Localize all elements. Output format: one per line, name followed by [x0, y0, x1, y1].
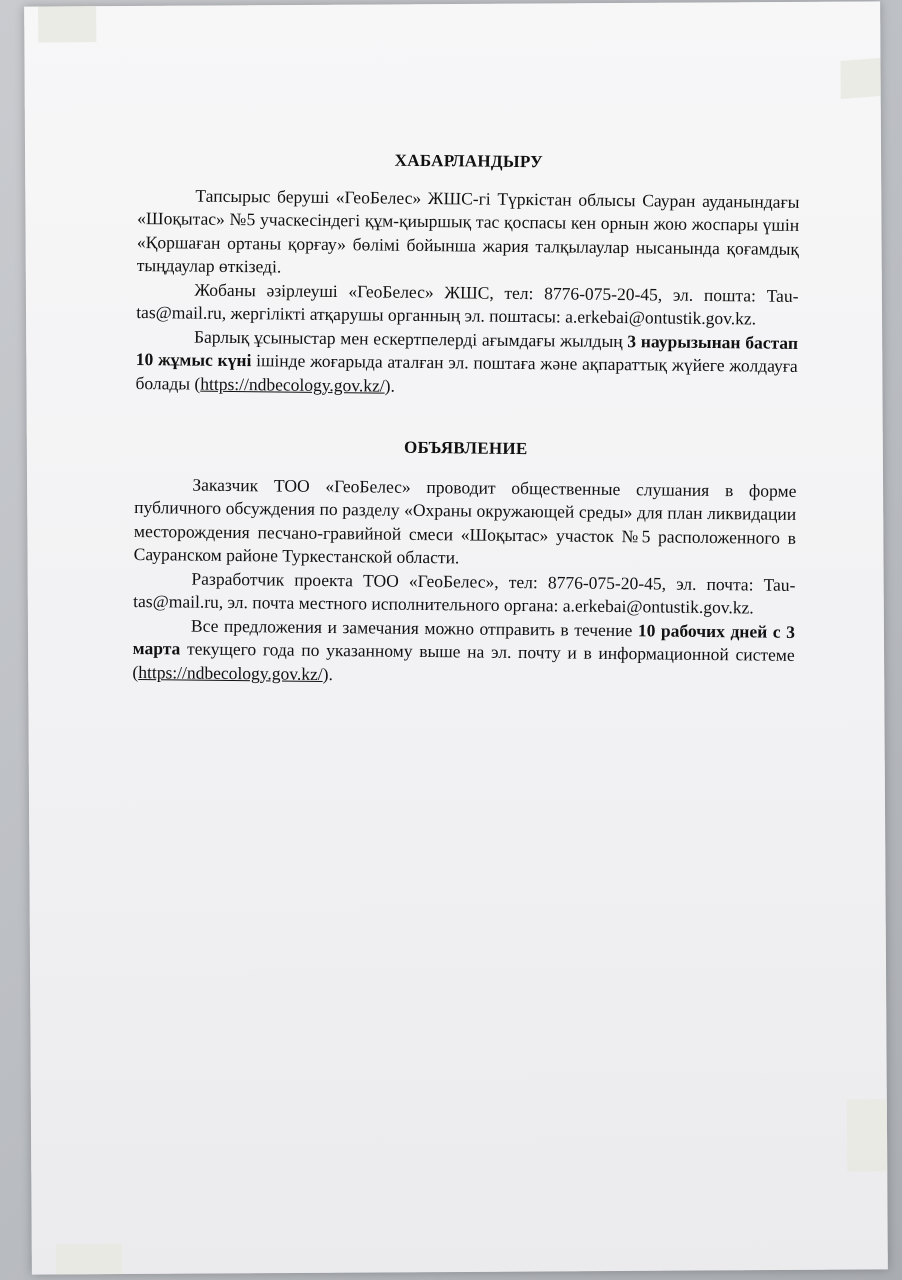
notice-content	[132, 146, 800, 691]
tape-bottom-left	[56, 1244, 122, 1274]
ru-p3-start: Все предложения и замечания можно отправить в течение	[190, 615, 639, 640]
kz-paragraph-3	[135, 324, 798, 401]
ru-heading: ОБЪЯВЛЕНИЕ	[403, 437, 528, 459]
ru-ecology-link[interactable]: https://ndbecology.gov.kz/	[138, 661, 323, 684]
ru-p3-mid: текущего года по указанному выше на эл. почту и в информационной системе (	[132, 638, 795, 682]
kz-ecology-link[interactable]: https://ndbecology.gov.kz/	[200, 373, 385, 396]
kz-paragraph-1: Тапсырыс беруші «ГеоБелес» ЖШС-гі Түркістан облысы Сауран ауданындағы «Шоқытас» №5 учаскесіндегі құм-қиыршық тас қоспасы кен орнын жою жоспары үшін «Қоршаған ортаны қорғау» бөлімі бойынша жария талқылаулар нысанында қоғамдық тыңдаулар өткізеді.	[136, 185, 800, 277]
kz-p3-end: ).	[384, 375, 395, 396]
tape-top-right	[840, 58, 880, 99]
ru-paragraph-2: Разработчик проекта ТОО «ГеоБелес», тел: 8776-075-20-45, эл. почта: Tau-tas@mail.ru, эл. почта местного исполнительного органа: a.erkebai@ontustik.gov.kz.	[133, 568, 796, 618]
kz-paragraph-2: Жобаны әзірлеуші «ГеоБелес» ЖШС, тел: 8776-075-20-45, эл. пошта: Tau-tas@mail.ru, жергілікті атқарушы органның эл. поштасы: a.erkebai@ontustik.gov.kz.	[136, 279, 799, 329]
ru-p3-end: ).	[322, 663, 333, 684]
ru-paragraph-1: Заказчик ТОО «ГеоБелес» проводит общественные слушания в форме публичного обсуждения по разделу «Охраны окружающей среды» для план ликвидации месторождения песчано-гравийной смеси «Шоқытас» участок №5 расположенного в Сауранском районе Туркестанской области.	[133, 474, 797, 568]
ru-paragraph-3	[132, 613, 795, 690]
kz-p3-mid: ішінде жоғарыда аталған эл. поштаға және ақпараттық жүйеге жолдауға болады (	[135, 350, 798, 394]
ru-p3-deadline: 10 рабочих дней с 3 марта	[132, 619, 796, 659]
tape-top-left	[38, 6, 96, 42]
kz-p3-start: Барлық ұсыныстар мен ескертпелерді ағымдағы жылдың	[193, 326, 628, 351]
kz-heading: ХАБАРЛАНДЫРУ	[394, 150, 544, 172]
kz-p3-deadline: 3 наурызынан бастап 10 жұмыс күні	[135, 330, 799, 371]
tape-bottom-right	[847, 1099, 887, 1171]
